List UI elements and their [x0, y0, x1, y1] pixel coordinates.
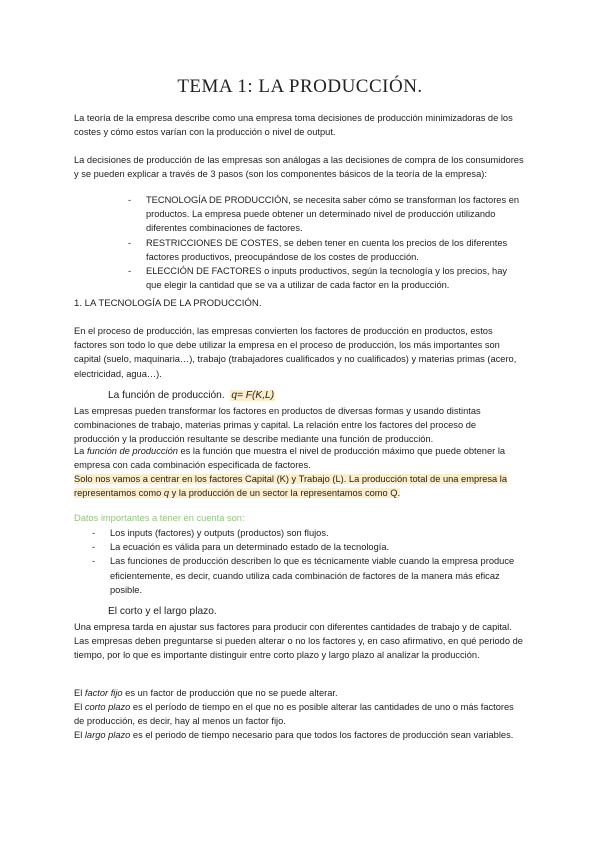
- list-item: [92, 526, 520, 540]
- subheading-production-function: [108, 390, 275, 401]
- section-paragraph-2: Las empresas pueden transformar los factores en productos de diversas formas y usando distintas combinaciones de trabajo, materias primas y capital. La relación entre los factores del proceso de producción y la producción resultante se describe mediante una función de producción.: [74, 406, 481, 445]
- text-run: Solo nos vamos a centrar en los factores Capital (K) y Trabajo (L). La producción total de una empresa la representamos como: [74, 474, 508, 499]
- list-item: [128, 193, 520, 236]
- text-run: El: [74, 702, 85, 712]
- emphasis: factor fijo: [84, 688, 123, 698]
- subheading-text: La función de producción.: [108, 390, 225, 401]
- text-run: es un factor de producción que no se puede alterar.: [122, 688, 338, 698]
- section-paragraph-1: En el proceso de producción, las empresas convierten los factores de producción en productos, estos factores son todo lo que debe utilizar la empresa en el proceso de producción, los más importantes son capital (suelo, maquinaria…), trabajo (trabajadores cualificados y no cualificados) y materias primas (acero, electricidad, agua…).: [74, 326, 517, 379]
- step-text: , se deben tener en cuenta los precios de los diferentes factores productivos, preocupándose de los costes de producción.: [146, 237, 508, 262]
- text-run: es la función que muestra el nivel de producción máximo que puede obtener la empresa con cada combinación especificada de factores.: [74, 446, 506, 471]
- page-title: TEMA 1: LA PRODUCCIÓN.: [177, 76, 423, 97]
- section-paragraph-3: [74, 444, 524, 472]
- list-bullet: -: [92, 556, 96, 567]
- section-heading: 1. LA TECNOLOGÍA DE LA PRODUCCIÓN.: [74, 298, 262, 309]
- list-bullet: -: [92, 542, 96, 553]
- note-text: Los inputs (factores) y outputs (productos) son flujos.: [110, 528, 329, 538]
- step-text: , se necesita saber cómo se transforman los factores en productos. La empresa puede obtener un determinado nivel de producción utilizando diferentes combinaciones de factores.: [146, 195, 520, 234]
- list-item: [128, 264, 520, 292]
- list-item: [92, 554, 520, 597]
- section-paragraph-4: Una empresa tarda en ajustar sus factores para producir con diferentes cantidades de trabajo y de capital. Las empresas deben preguntarse si pueden alterar o no los factores y, en caso afirmativo, en qué periodo de tiempo, por lo que es importante distinguir entre corto plazo y largo plazo al analizar la producción.: [74, 622, 523, 661]
- list-bullet: -: [92, 528, 96, 538]
- text-run: El: [74, 688, 85, 698]
- emphasis: largo plazo: [84, 730, 131, 740]
- step-strong: ELECCIÓN DE FACTORES: [146, 266, 262, 277]
- definition-short-run: [74, 700, 524, 728]
- step-text: o inputs productivos, según la tecnología y los precios, hay que elegir la cantidad que se va a utilizar de cada factor en la producción.: [146, 266, 508, 291]
- list-item: [92, 540, 520, 554]
- definition-long-run: [74, 728, 524, 742]
- text-run: es el periodo de tiempo necesario para que todos los factores de producción sean variables.: [130, 730, 514, 740]
- notes-heading: Datos importantes a tener en cuenta son:: [74, 513, 245, 523]
- steps-list: [128, 193, 520, 292]
- text-run: La: [74, 446, 87, 456]
- note-text: La ecuación es válida para un determinado estado de la tecnología.: [110, 542, 390, 553]
- highlighted-paragraph: [74, 472, 524, 500]
- step-strong: TECNOLOGÍA DE PRODUCCIÓN: [146, 195, 289, 205]
- text-run: El: [74, 730, 85, 740]
- emphasis: q: [163, 488, 170, 499]
- text-run: y la producción de un sector la representamos como Q.: [169, 488, 401, 499]
- intro-paragraph-1: La teoría de la empresa describe como una empresa toma decisiones de producción minimizadoras de los costes y cómo estos varían con la producción o nivel de output.: [74, 113, 513, 138]
- definition-fixed-factor: [74, 686, 524, 700]
- notes-list: [92, 526, 520, 597]
- emphasis: corto plazo: [84, 702, 131, 712]
- list-bullet: -: [128, 237, 132, 248]
- emphasis: función de producción: [86, 446, 178, 456]
- note-text: Las funciones de producción describen lo que es técnicamente viable cuando la empresa produce eficientemente, es decir, cuando utiliza cada combinación de factores de la manera más eficaz posible.: [110, 556, 515, 595]
- intro-paragraph-2: La decisiones de producción de las empresas son análogas a las decisiones de compra de los consumidores y se pueden explicar a través de 3 pasos (son los componentes básicos de la teoría de la empresa):: [74, 155, 524, 180]
- text-run: es el período de tiempo en el que no es posible alterar las cantidades de uno o más factores de producción, es decir, hay al menos un factor fijo.: [74, 702, 514, 727]
- list-item: [128, 236, 520, 264]
- list-bullet: -: [128, 266, 132, 277]
- step-strong: RESTRICCIONES DE COSTES: [146, 237, 279, 248]
- formula: q= F(K,L): [231, 390, 275, 401]
- highlight-text: [74, 474, 507, 498]
- list-bullet: -: [128, 195, 132, 205]
- subheading-short-long-run: El corto y el largo plazo.: [108, 606, 217, 617]
